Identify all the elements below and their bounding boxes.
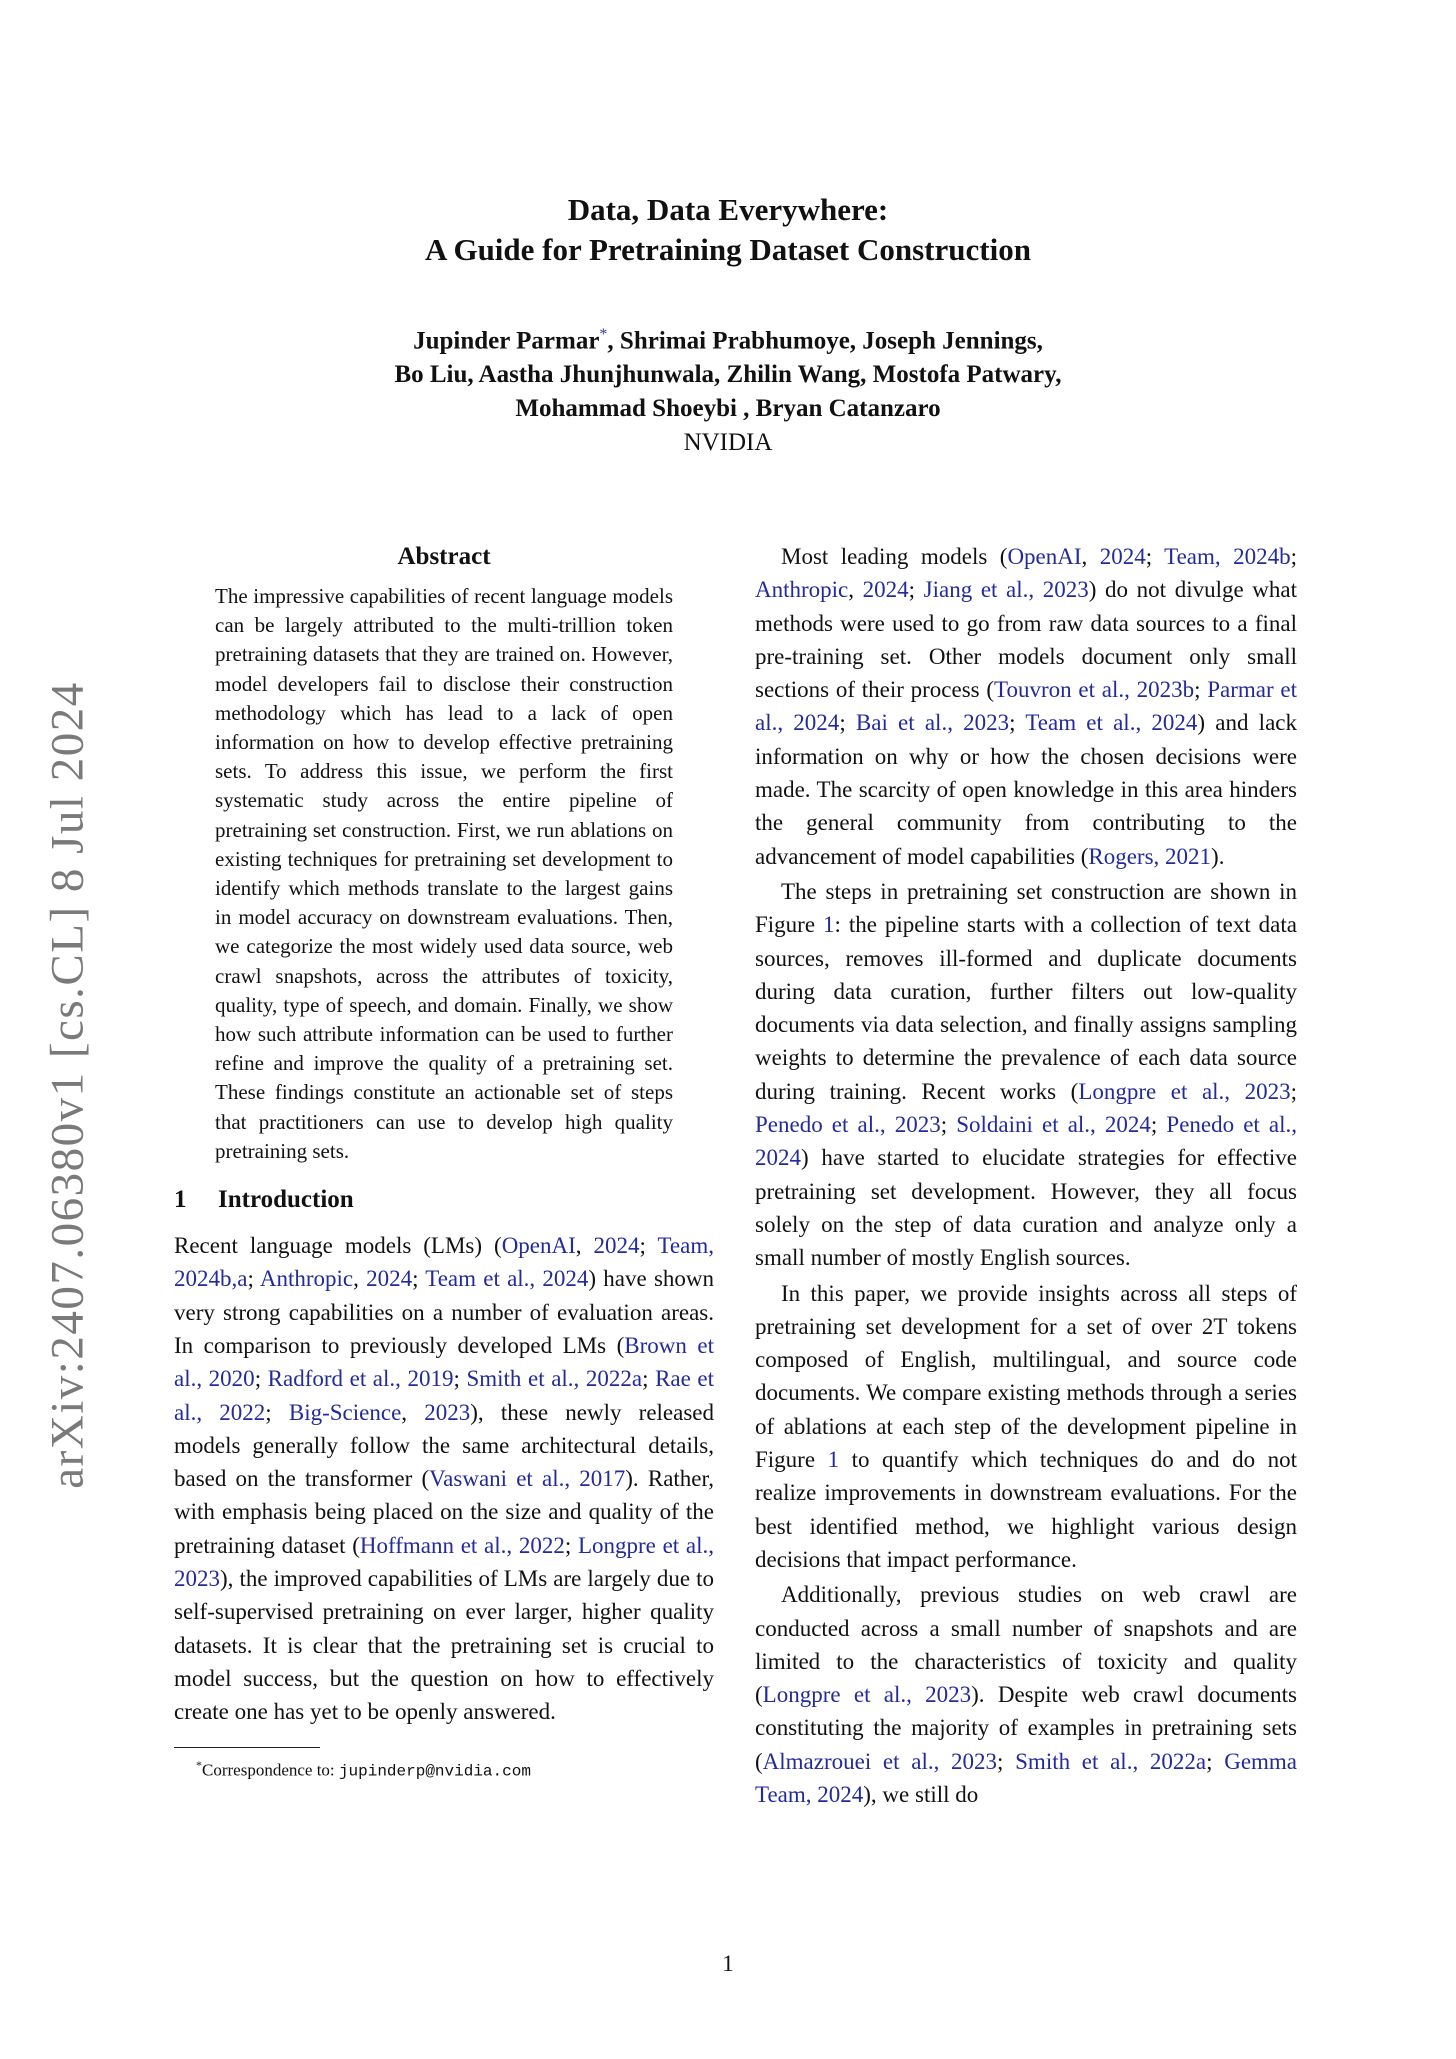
- citation-link[interactable]: Team, 2024b: [1164, 544, 1291, 569]
- author-block: [0, 318, 1456, 460]
- citation-link[interactable]: Team et al., 2024: [1025, 710, 1198, 736]
- citation-link[interactable]: Rogers, 2021: [1088, 843, 1212, 869]
- affiliation: NVIDIA: [683, 429, 773, 457]
- section-number: 1: [174, 1186, 187, 1214]
- title-line-2: A Guide for Pretraining Dataset Construction: [425, 232, 1031, 267]
- intro-paragraph-1: Recent language models (LMs) (OpenAI, 2024; Team, 2024b,a; Anthropic, 2024; Team et al., 2024) have shown very strong capabilities on a number of evaluation areas. In comparison to previously developed LMs (Brown et al., 2020; Radford et al., 2019; Smith et al., 2022a; Rae et al., 2022; Big-Science, 2023), these newly released models generally follow the same architectural details, based on the transformer (Vaswani et al., 2017). Rather, with emphasis being placed on the size and quality of the pretraining dataset (Hoffmann et al., 2022; Longpre et al., 2023), the improved capabilities of LMs are largely due to self-supervised pretraining on ever larger, higher quality datasets. It is clear that the pretraining set is crucial to model success, but the question on how to effectively create one has yet to be openly answered.: [174, 1233, 715, 1725]
- first-author: Jupinder Parmar: [413, 327, 600, 355]
- citation-link[interactable]: 2024: [366, 1266, 413, 1292]
- citation-link[interactable]: Longpre et al., 2023: [1078, 1078, 1291, 1104]
- citation-link[interactable]: Smith et al., 2022a: [466, 1366, 643, 1392]
- citation-link[interactable]: Hoffmann et al., 2022: [359, 1532, 565, 1558]
- citation-link[interactable]: Penedo et al., 2023: [755, 1112, 941, 1138]
- citation-link[interactable]: Rae et al., 2022: [174, 1366, 715, 1425]
- author-line-2: Bo Liu, Aastha Jhunjhunwala, Zhilin Wang, Mostofa Patwary,: [394, 361, 1062, 389]
- citation-link[interactable]: Touvron et al., 2023b: [994, 677, 1195, 703]
- abstract-text: The impressive capabilities of recent language models can be largely attributed to the multi-trillion token pretraining datasets that they are trained on. However, model developers fail to disclose their construction methodology which has lead to a lack of open information on how to develop effective pretraining sets. To address this issue, we perform the first systematic study across the entire pipeline of pretraining set construction. First, we run ablations on existing techniques for pretraining set development to identify which methods translate to the largest gains in model accuracy on downstream evaluations. Then, we categorize the most widely used data source, web crawl snapshots, across the attributes of toxicity, quality, type of speech, and domain. Finally, we show how such attribute information can be used to further refine and improve the quality of a pretraining set. These findings constitute an actionable set of steps that practitioners can use to develop high quality pretraining sets.: [215, 584, 673, 1163]
- citation-link[interactable]: Smith et al., 2022a: [1015, 1748, 1207, 1774]
- footnote-rule: [174, 1747, 320, 1748]
- citation-link[interactable]: Soldaini et al., 2024: [956, 1112, 1151, 1138]
- footnote: [196, 1752, 714, 1785]
- citation-link[interactable]: Anthropic: [259, 1266, 354, 1292]
- citation-link[interactable]: Big-Science: [288, 1399, 402, 1425]
- citation-link[interactable]: Team, 2024b,a: [174, 1233, 714, 1292]
- citation-link[interactable]: Parmar et al., 2024: [755, 677, 1297, 736]
- citation-link[interactable]: Vaswani et al., 2017: [429, 1466, 626, 1492]
- right-paragraph-3: In this paper, we provide insights across all steps of pretraining set development for a set of over 2T tokens composed of English, multilingual, and source code documents. We compare existing methods through a series of ablations at each step of the development pipeline in Figure 1 to quantify which techniques do and do not realize improvements in downstream evaluations. For the best identified method, we highlight various design decisions that impact performance.: [755, 1280, 1297, 1572]
- right-paragraph-4: Additionally, previous studies on web crawl are conducted across a small number of snapshots and are limited to the characteristics of toxicity and quality (Longpre et al., 2023). Despite web crawl documents constituting the majority of examples in pretraining sets (Almazrouei et al., 2023; Smith et al., 2022a; Gemma Team, 2024), we still do: [755, 1582, 1298, 1807]
- citation-link[interactable]: Team et al., 2024: [425, 1266, 589, 1292]
- citation-link[interactable]: Longpre et al., 2023: [174, 1532, 714, 1592]
- citation-link[interactable]: 2024: [1099, 544, 1146, 569]
- citation-link[interactable]: Bai et al., 2023: [855, 710, 1010, 736]
- footnote-email[interactable]: jupinderp@nvidia.com: [338, 1762, 531, 1781]
- arxiv-stamp-text: arXiv:2407.06380v1 [cs.CL] 8 Jul 2024: [42, 681, 94, 1489]
- footnote-text: Correspondence to:: [202, 1760, 339, 1780]
- citation-link[interactable]: 2024: [593, 1233, 640, 1259]
- citation-link[interactable]: Radford et al., 2019: [267, 1366, 454, 1392]
- author-line-3: Mohammad Shoeybi , Bryan Catanzaro: [515, 395, 941, 423]
- right-column: [755, 540, 1297, 1811]
- section-heading-introduction: [174, 1183, 714, 1217]
- author-line-1-rest: , Shrimai Prabhumoye, Joseph Jennings,: [607, 327, 1043, 355]
- citation-link[interactable]: Penedo et al., 2024: [755, 1112, 1298, 1171]
- citation-link[interactable]: Jiang et al., 2023: [923, 577, 1089, 603]
- title-line-1: Data, Data Everywhere:: [567, 192, 889, 227]
- citation-link[interactable]: Gemma Team, 2024: [755, 1748, 1298, 1807]
- arxiv-stamp: [28, 670, 108, 1500]
- left-column: [174, 540, 714, 1784]
- citation-link[interactable]: Longpre et al., 2023: [762, 1682, 972, 1708]
- correspondence-mark[interactable]: *: [599, 326, 608, 343]
- citation-link[interactable]: 1: [827, 1447, 840, 1473]
- citation-link[interactable]: 2024: [862, 577, 909, 603]
- right-paragraph-2: The steps in pretraining set construction are shown in Figure 1: the pipeline starts with a collection of text data sources, removes ill-formed and duplicate documents during data curation, further filters out low-quality documents via data selection, and finally assigns sampling weights to determine the prevalence of each data source during training. Recent works (Longpre et al., 2023; Penedo et al., 2023; Soldaini et al., 2024; Penedo et al., 2024) have started to elucidate strategies for effective pretraining set development. However, they all focus solely on the step of data curation and analyze only a small number of mostly English sources.: [755, 878, 1298, 1271]
- citation-link[interactable]: Brown et al., 2020: [174, 1332, 714, 1392]
- author-line-1: [0, 318, 1456, 358]
- footnote-mark: *: [196, 1757, 202, 1772]
- abstract-heading: Abstract: [397, 543, 491, 570]
- right-paragraph-1: Most leading models (OpenAI, 2024; Team, 2024b; Anthropic, 2024; Jiang et al., 2023) do not divulge what methods were used to go from raw data sources to a final pre-training set. Other models document only small sections of their process (Touvron et al., 2023b; Parmar et al., 2024; Bai et al., 2023; Team et al., 2024) and lack information on why or how the chosen decisions were made. The scarcity of open knowledge in this area hinders the general community from contributing to the advancement of model capabilities (Rogers, 2021).: [755, 544, 1298, 869]
- paper-title: [0, 190, 1456, 270]
- citation-link[interactable]: OpenAI: [1007, 544, 1082, 569]
- citation-link[interactable]: 1: [823, 912, 835, 938]
- citation-link[interactable]: 2023: [424, 1399, 471, 1425]
- section-title: Introduction: [218, 1186, 354, 1214]
- citation-link[interactable]: Almazrouei et al., 2023: [762, 1748, 998, 1774]
- citation-link[interactable]: Anthropic: [755, 577, 849, 603]
- page-number: 1: [722, 1951, 734, 1976]
- citation-link[interactable]: OpenAI: [501, 1233, 576, 1259]
